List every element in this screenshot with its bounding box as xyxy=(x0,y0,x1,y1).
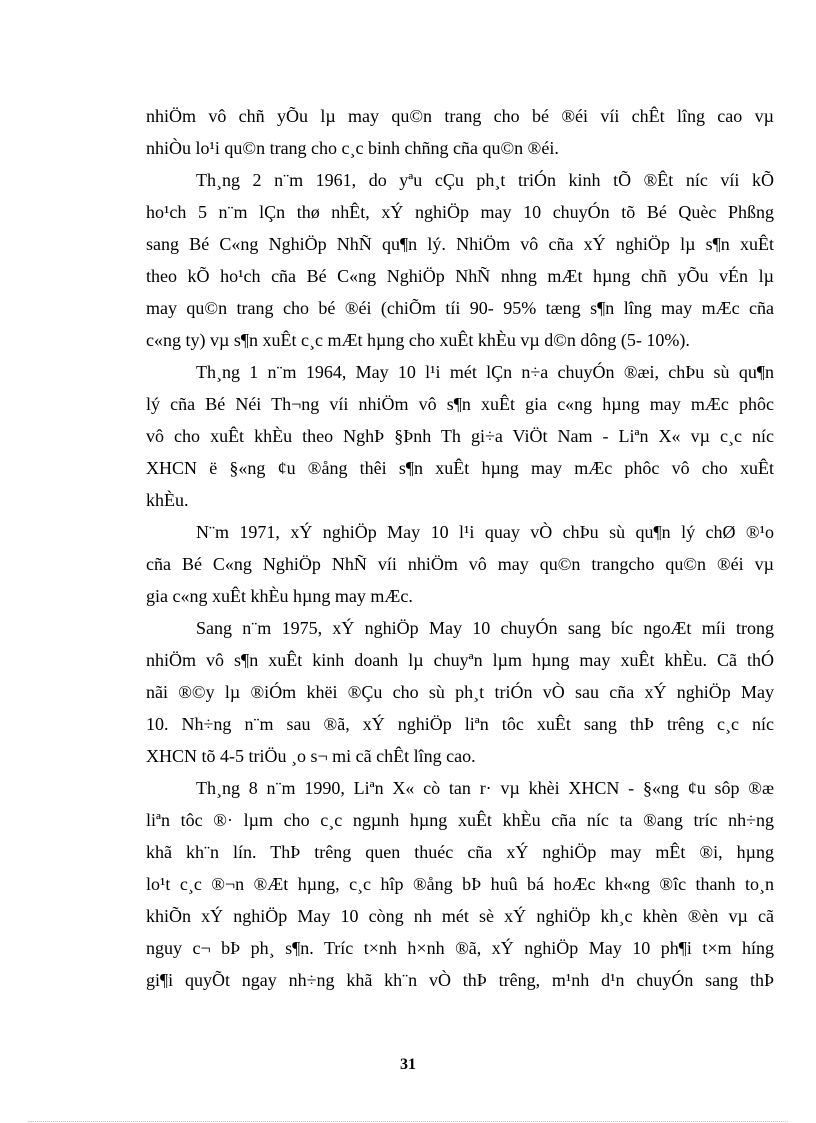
text-line: XHCN tõ 4-5 triÖu ¸o s¬ mi cã chÊt lîng cao. xyxy=(146,746,476,766)
text-line: khÈu. xyxy=(146,490,189,510)
text-line: gi¶i quyÕt ngay nh÷ng khã kh¨n vÒ thÞ trêng, m¹nh d¹n chuyÓn sang thÞ xyxy=(146,970,774,990)
text-line: theo kÕ ho¹ch cña Bé C«ng NghiÖp NhÑ nhng mÆt hµng chñ yÕu vÉn lµ xyxy=(146,266,774,286)
text-line: nhiÒu lo¹i qu©n trang cho c¸c binh chñng cña qu©n ®éi. xyxy=(146,138,559,158)
text-line: vô cho xuÊt khÈu theo NghÞ §Þnh Th gi÷a ViÖt Nam - Liªn X« vµ c¸c níc xyxy=(146,426,774,446)
text-line: gia c«ng xuÊt khÈu hµng may mÆc. xyxy=(146,586,413,606)
text-line: c«ng ty) vµ s¶n xuÊt c¸c mÆt hµng cho xuÊt khÈu vµ d©n dông (5- 10%). xyxy=(146,330,690,350)
text-line: khã kh¨n lín. ThÞ trêng quen thuéc cña xÝ nghiÖp may mÊt ®i, hµng xyxy=(146,842,774,862)
text-line: Th¸ng 1 n¨m 1964, May 10 l¹i mét lÇn n÷a chuyÓn ®æi, chÞu sù qu¶n xyxy=(196,362,774,382)
text-line: liªn tôc ®· lµm cho c¸c ngµnh hµng xuÊt khÈu cña níc ta ®ang tríc nh÷ng xyxy=(146,810,774,830)
text-body xyxy=(146,100,774,996)
text-line: sang Bé C«ng NghiÖp NhÑ qu¶n lý. NhiÖm vô cña xÝ nghiÖp lµ s¶n xuÊt xyxy=(146,234,774,254)
text-line: may qu©n trang cho bé ®éi (chiÕm tíi 90- 95% tæng s¶n lîng may mÆc cña xyxy=(146,298,774,318)
text-line: Th¸ng 2 n¨m 1961, do yªu cÇu ph¸t triÓn kinh tÕ ®Êt níc víi kÕ xyxy=(196,170,774,190)
text-line: nguy c¬ bÞ ph¸ s¶n. Tríc t×nh h×nh ®ã, xÝ nghiÖp May 10 ph¶i t×m híng xyxy=(146,938,774,958)
text-line: nhiÖm vô chñ yÕu lµ may qu©n trang cho bé ®éi víi chÊt lîng cao vµ xyxy=(146,106,774,126)
text-line: khiÕn xÝ nghiÖp May 10 còng nh mét sè xÝ nghiÖp kh¸c khèn ®èn vµ cã xyxy=(146,906,774,926)
page-number: 31 xyxy=(400,1056,416,1073)
text-line: 10. Nh÷ng n¨m sau ®ã, xÝ nghiÖp liªn tôc xuÊt sang thÞ trêng c¸c níc xyxy=(146,714,774,734)
text-line: Sang n¨m 1975, xÝ nghiÖp May 10 chuyÓn sang bíc ngoÆt míi trong xyxy=(196,618,774,638)
text-line: N¨m 1971, xÝ nghiÖp May 10 l¹i quay vÒ chÞu sù qu¶n lý chØ ®¹o xyxy=(196,522,774,542)
page-bottom-divider xyxy=(28,1121,788,1122)
text-line: nhiÖm vô s¶n xuÊt kinh doanh lµ chuyªn lµm hµng may xuÊt khÈu. Cã thÓ xyxy=(146,650,774,670)
text-line: lo¹t c¸c ®¬n ®Æt hµng, c¸c hîp ®ång bÞ huû bá hoÆc kh«ng ®îc thanh to¸n xyxy=(146,874,774,894)
text-line: cña Bé C«ng NghiÖp NhÑ víi nhiÖm vô may qu©n trangcho qu©n ®éi vµ xyxy=(146,554,774,574)
text-line: XHCN ë §«ng ¢u ®ång thêi s¶n xuÊt hµng may mÆc phôc vô cho xuÊt xyxy=(146,458,774,478)
text-line: Th¸ng 8 n¨m 1990, Liªn X« cò tan r· vµ khèi XHCN - §«ng ¢u sôp ®æ xyxy=(196,778,774,798)
text-line: nãi ®©y lµ ®iÓm khëi ®Çu cho sù ph¸t triÓn vÒ sau cña xÝ nghiÖp May xyxy=(146,682,774,702)
text-line: lý cña Bé Néi Th¬ng víi nhiÖm vô s¶n xuÊt gia c«ng hµng may mÆc phôc xyxy=(146,394,774,414)
text-line: ho¹ch 5 n¨m lÇn thø nhÊt, xÝ nghiÖp may 10 chuyÓn tõ Bé Quèc Phßng xyxy=(146,202,774,222)
